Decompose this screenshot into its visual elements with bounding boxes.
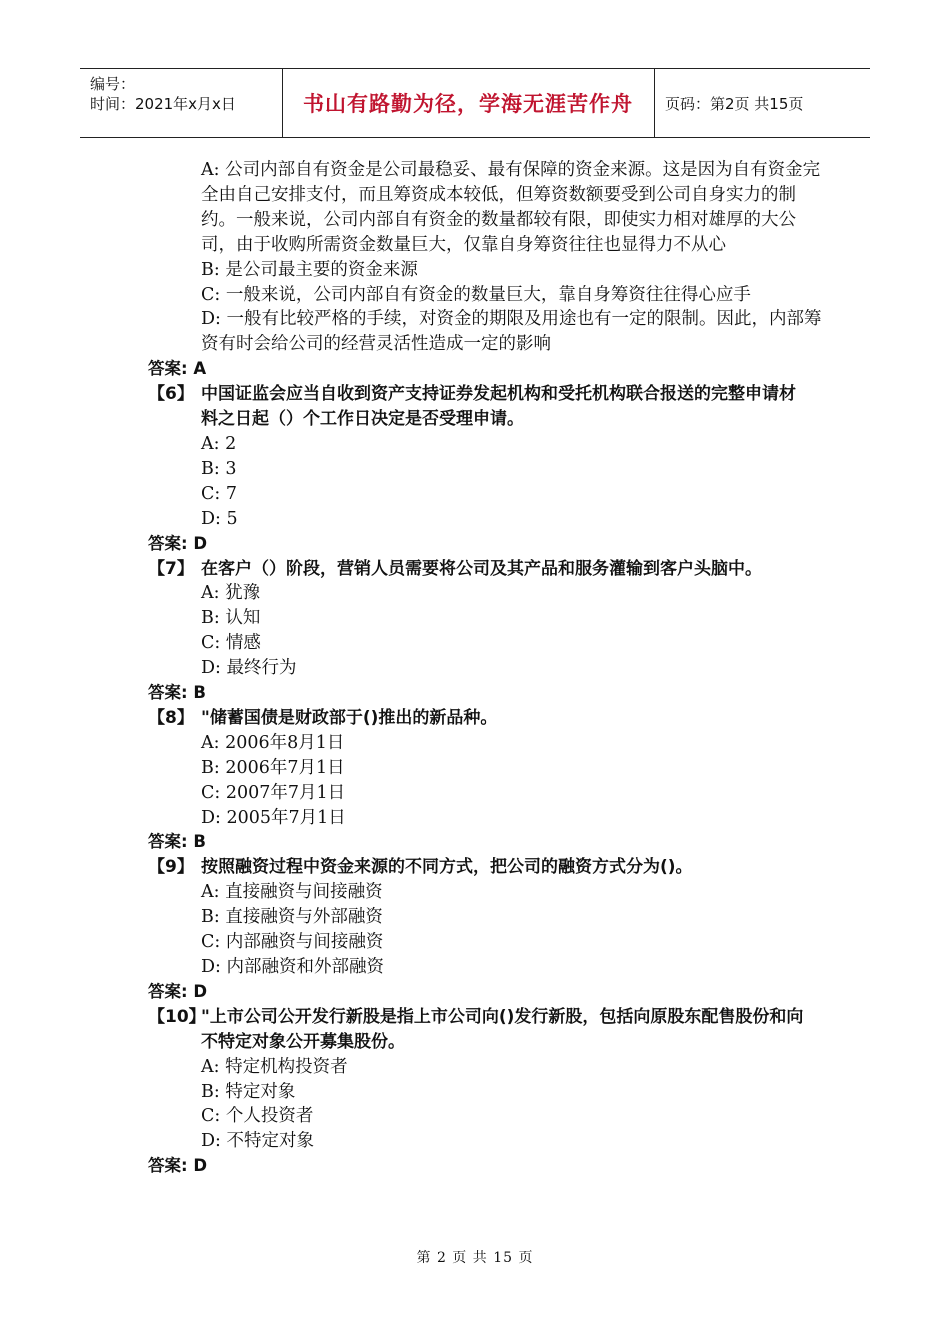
option-a: A: 犹豫 [201, 583, 261, 604]
page-header [80, 68, 870, 138]
prev-question-options [148, 158, 828, 357]
header-motto: 书山有路勤为径，学海无涯苦作舟 [303, 92, 633, 116]
option-b: B: 直接融资与外部融资 [201, 907, 383, 928]
question-text: 中国证监会应当自收到资产支持证券发起机构和受托机构联合报送的完整申请材料之日起（）个工作日决定是否受理申请。 [201, 384, 796, 430]
document-code-label: 编号： [90, 75, 136, 93]
option-b: B: 是公司最主要的资金来源 [201, 259, 418, 280]
question-content [148, 158, 828, 1179]
option-a: A: 特定机构投资者 [201, 1056, 348, 1077]
question-block-8 [148, 706, 828, 855]
question-number: 【8】 [148, 707, 194, 728]
answer-label: 答案: D [148, 533, 208, 553]
answer-label: 答案: D [148, 1156, 208, 1176]
answer-label: 答案: B [148, 832, 206, 852]
question-number: 【6】 [148, 384, 194, 405]
question-block-6 [148, 382, 828, 556]
option-a: A: 公司内部自有资金是公司最稳妥、最有保障的资金来源。这是因为自有资金完全由自己安排支付，而且筹资成本较低，但筹资数额要受到公司自身实力的制约。一般来说，公司内部自有资金的数量都较有限，即使实力相对雄厚的大公司，由于收购所需资金数量巨大，仅靠自身筹资往往也显得力不从心 [201, 160, 821, 255]
option-c: C: 情感 [201, 633, 261, 654]
question-block-7 [148, 557, 828, 706]
option-d: D: 内部融资和外部融资 [201, 957, 384, 977]
option-d: D: 不特定对象 [201, 1131, 314, 1152]
question-heading [148, 557, 828, 582]
answer-label: 答案: D [148, 981, 208, 1001]
option-c: C: 个人投资者 [201, 1106, 314, 1127]
page-footer: 第 2 页 共 15 页 [416, 1250, 534, 1266]
option-d: D: 一般有比较严格的手续，对资金的期限及用途也有一定的限制。因此，内部筹资有时会给公司的经营灵活性造成一定的影响 [201, 309, 822, 355]
header-motto-cell [282, 69, 655, 137]
option-d: D: 5 [201, 508, 238, 529]
document-date-label: 时间：2021年x月x日 [90, 95, 236, 113]
question-heading [148, 1005, 828, 1055]
header-meta-cell [80, 69, 283, 137]
question-heading [148, 706, 828, 731]
option-c: C: 内部融资与间接融资 [201, 932, 384, 953]
question-number: 【10】 [148, 1006, 206, 1027]
header-page-info: 页码：第2页 共15页 [665, 94, 804, 113]
option-b: B: 2006年7月1日 [201, 757, 345, 778]
option-c: C: 2007年7月1日 [201, 782, 346, 803]
question-heading [148, 382, 828, 432]
option-d: D: 2005年7月1日 [201, 807, 346, 828]
question-text: "上市公司公开发行新股是指上市公司向()发行新股，包括向原股东配售股份和向不特定对象公开募集股份。 [201, 1006, 804, 1052]
answer-label: 答案: A [148, 359, 207, 379]
option-b: B: 3 [201, 458, 237, 479]
question-text: "储蓄国债是财政部于()推出的新品种。 [201, 707, 498, 728]
option-b: B: 特定对象 [201, 1081, 296, 1102]
answer-label: 答案: B [148, 683, 206, 703]
option-d: D: 最终行为 [201, 658, 297, 679]
question-text: 在客户（）阶段，营销人员需要将公司及其产品和服务灌输到客户头脑中。 [201, 558, 762, 579]
question-heading [148, 855, 828, 880]
option-c: C: 一般来说，公司内部自有资金的数量巨大，靠自身筹资往往得心应手 [201, 284, 751, 305]
option-b: B: 认知 [201, 608, 261, 629]
question-number: 【9】 [148, 857, 194, 878]
option-a: A: 直接融资与间接融资 [201, 882, 383, 903]
option-a: A: 2 [201, 433, 237, 454]
option-a: A: 2006年8月1日 [201, 732, 345, 753]
option-c: C: 7 [201, 483, 237, 504]
question-number: 【7】 [148, 558, 194, 579]
question-text: 按照融资过程中资金来源的不同方式，把公司的融资方式分为()。 [201, 857, 693, 878]
question-block-10 [148, 1005, 828, 1179]
question-block-9 [148, 855, 828, 1004]
